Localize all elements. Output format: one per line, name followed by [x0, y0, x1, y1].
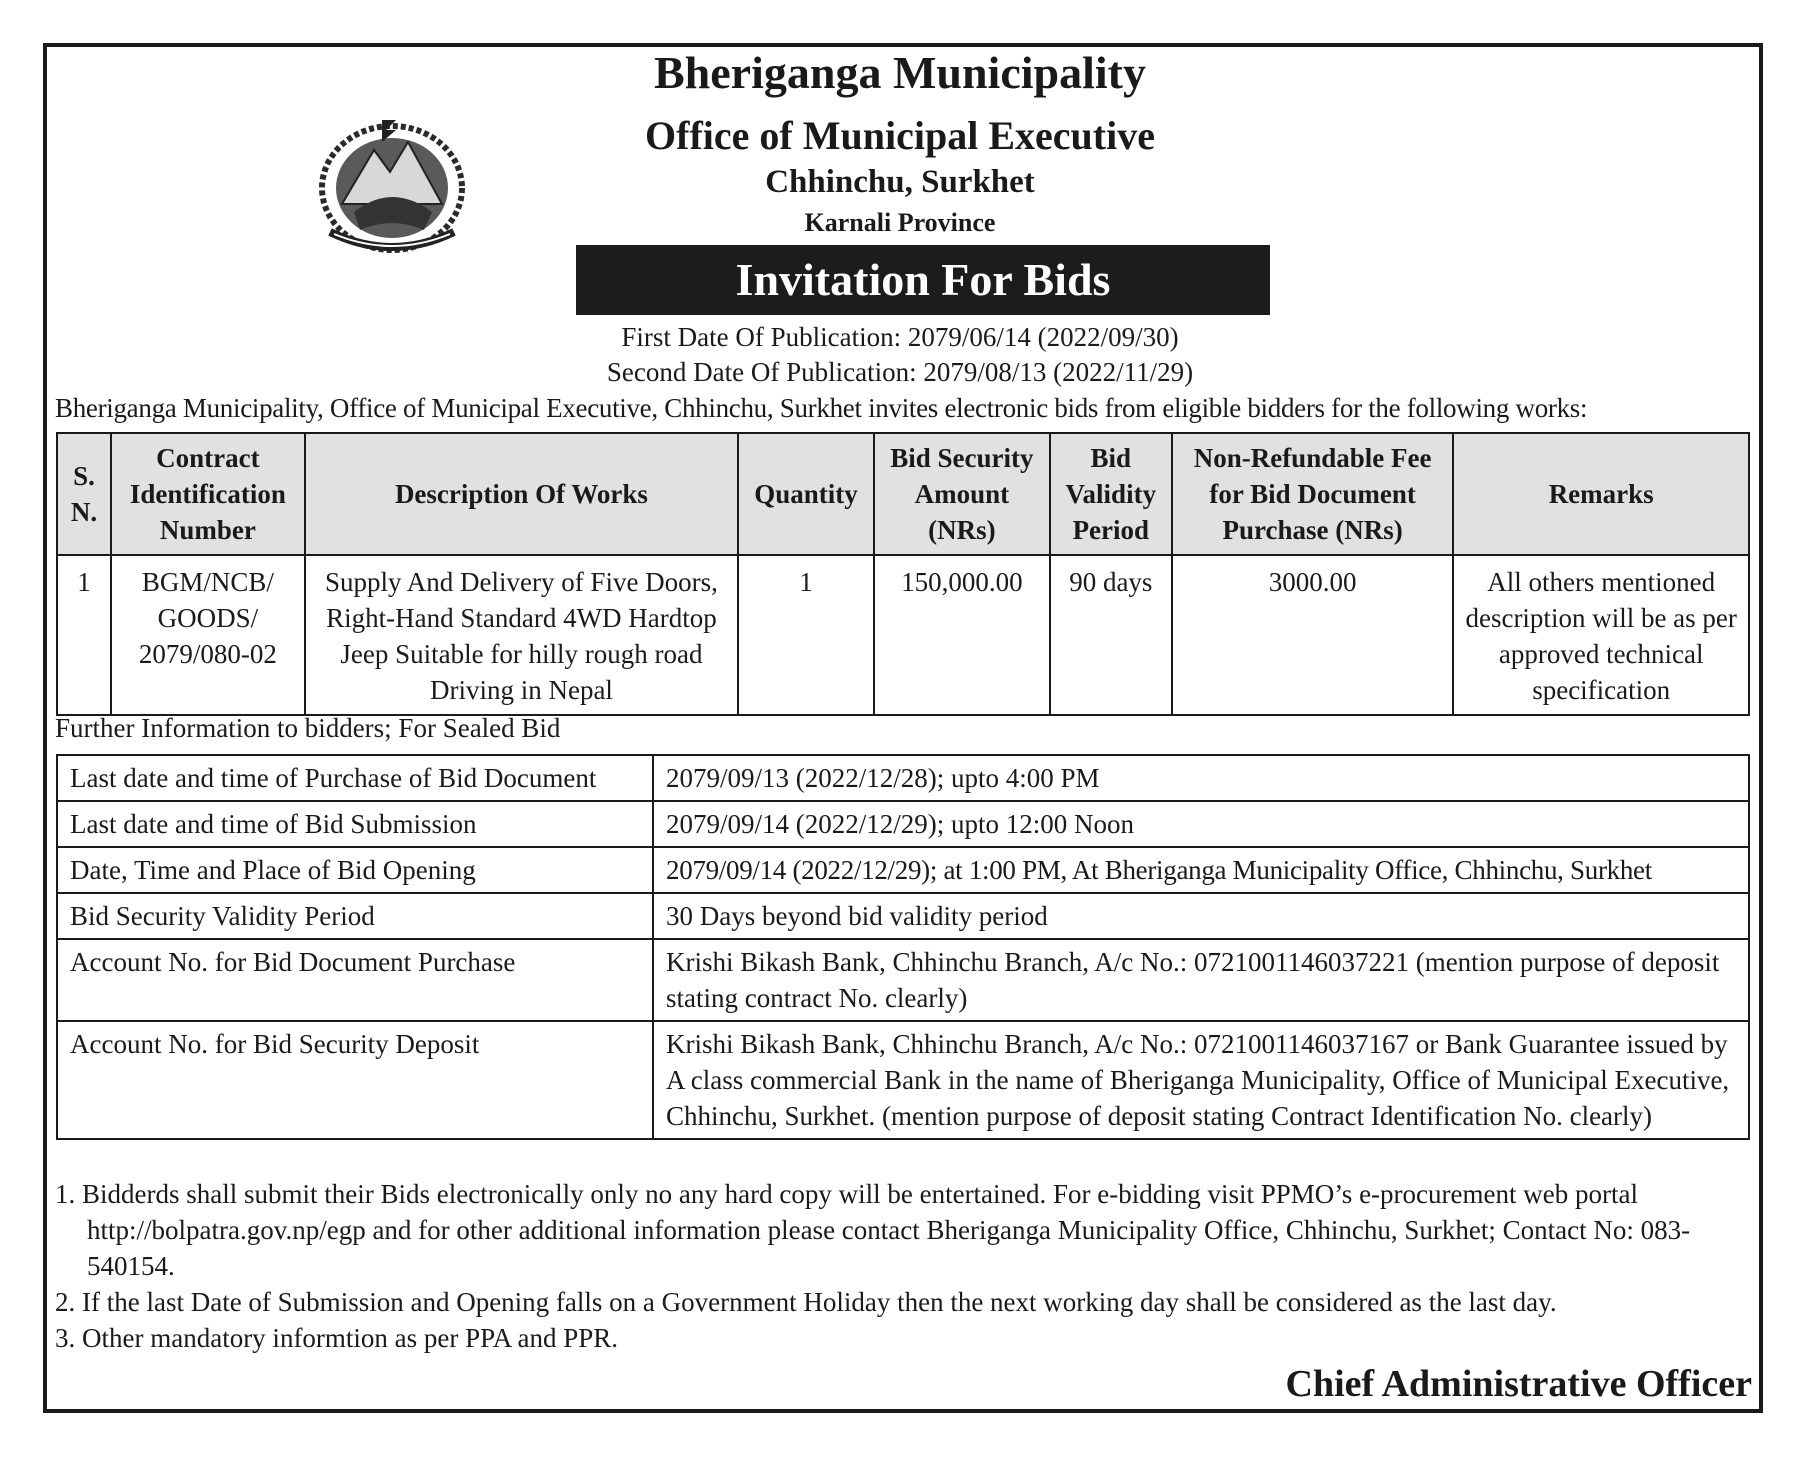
table-row [57, 755, 1749, 801]
office-name: Office of Municipal Executive [645, 113, 1155, 158]
cell-bid-security: 150,000.00 [874, 555, 1050, 715]
cell-quantity: 1 [738, 555, 874, 715]
cell-validity: 90 days [1050, 555, 1172, 715]
table-row [57, 801, 1749, 847]
info-label: Account No. for Bid Document Purchase [57, 939, 653, 1021]
info-value: 2079/09/14 (2022/12/29); upto 12:00 Noon [653, 801, 1749, 847]
municipality-name: Bheriganga Municipality [654, 47, 1146, 98]
table-row [57, 939, 1749, 1021]
province-name: Karnali Province [804, 208, 996, 237]
cell-fee: 3000.00 [1172, 555, 1454, 715]
signature-title: Chief Administrative Officer [1285, 1363, 1752, 1405]
info-label: Last date and time of Purchase of Bid Document [57, 755, 653, 801]
info-label: Bid Security Validity Period [57, 893, 653, 939]
cell-contract-id: BGM/NCB/ GOODS/ 2079/080-02 [111, 555, 305, 715]
bid-info-table [56, 754, 1750, 1140]
office-location: Chhinchu, Surkhet [765, 164, 1035, 200]
table-row [57, 555, 1749, 715]
col-header-fee: Non-Refundable Fee for Bid Document Purchase (NRs) [1172, 433, 1454, 555]
further-info-heading: Further Information to bidders; For Sealed Bid [55, 713, 561, 743]
col-header-quantity: Quantity [738, 433, 874, 555]
notice-title-banner: Invitation For Bids [576, 245, 1270, 315]
table-row [57, 1021, 1749, 1139]
table-row [57, 893, 1749, 939]
notes-list [55, 1176, 1755, 1356]
info-value: Krishi Bikash Bank, Chhinchu Branch, A/c No.: 0721001146037167 or Bank Guarantee issued by A class commercial Bank in the name of Bheriganga Municipality, Office of Municipal Executive, Chhinchu, Surkhet. (mention purpose of deposit stating Contract Identification No. clearly) [653, 1021, 1749, 1139]
col-header-sn: S. N. [57, 433, 111, 555]
cell-sn: 1 [57, 555, 111, 715]
intro-text: Bheriganga Municipality, Office of Municipal Executive, Chhinchu, Surkhet invites electronic bids from eligible bidders for the following works: [55, 393, 1588, 423]
info-value: Krishi Bikash Bank, Chhinchu Branch, A/c No.: 0721001146037221 (mention purpose of deposit stating contract No. clearly) [653, 939, 1749, 1021]
col-header-validity: Bid Validity Period [1050, 433, 1172, 555]
cell-remarks: All others mentioned description will be as per approved technical specification [1453, 555, 1749, 715]
cell-description: Supply And Delivery of Five Doors, Right-Hand Standard 4WD Hardtop Jeep Suitable for hilly rough road Driving in Nepal [305, 555, 738, 715]
col-header-bid-security: Bid Security Amount (NRs) [874, 433, 1050, 555]
note-item: 3. Other mandatory informtion as per PPA and PPR. [55, 1323, 618, 1353]
col-header-contract-id: Contract Identification Number [111, 433, 305, 555]
info-value: 2079/09/14 (2022/12/29); at 1:00 PM, At Bheriganga Municipality Office, Chhinchu, Surkhet [653, 847, 1749, 893]
info-label: Date, Time and Place of Bid Opening [57, 847, 653, 893]
table-row [57, 847, 1749, 893]
second-publication-date: Second Date Of Publication: 2079/08/13 (2022/11/29) [606, 357, 1194, 387]
info-value: 2079/09/13 (2022/12/28); upto 4:00 PM [653, 755, 1749, 801]
col-header-remarks: Remarks [1453, 433, 1749, 555]
info-label: Last date and time of Bid Submission [57, 801, 653, 847]
info-label: Account No. for Bid Security Deposit [57, 1021, 653, 1139]
note-item: 2. If the last Date of Submission and Opening falls on a Government Holiday then the next working day shall be considered as the last day. [55, 1287, 1557, 1317]
first-publication-date: First Date Of Publication: 2079/06/14 (2022/09/30) [621, 322, 1179, 352]
col-header-description: Description Of Works [305, 433, 738, 555]
works-table [56, 432, 1750, 716]
note-item: 1. Bidderds shall submit their Bids electronically only no any hard copy will be entertained. For e-bidding visit PPMO’s e-procurement web portal http://bolpatra.gov.np/egp and for other additional information please contact Bheriganga Municipality Office, Chhinchu, Surkhet; Contact No: 083-540154. [55, 1179, 1691, 1281]
works-header-row [57, 433, 1749, 555]
info-value: 30 Days beyond bid validity period [653, 893, 1749, 939]
